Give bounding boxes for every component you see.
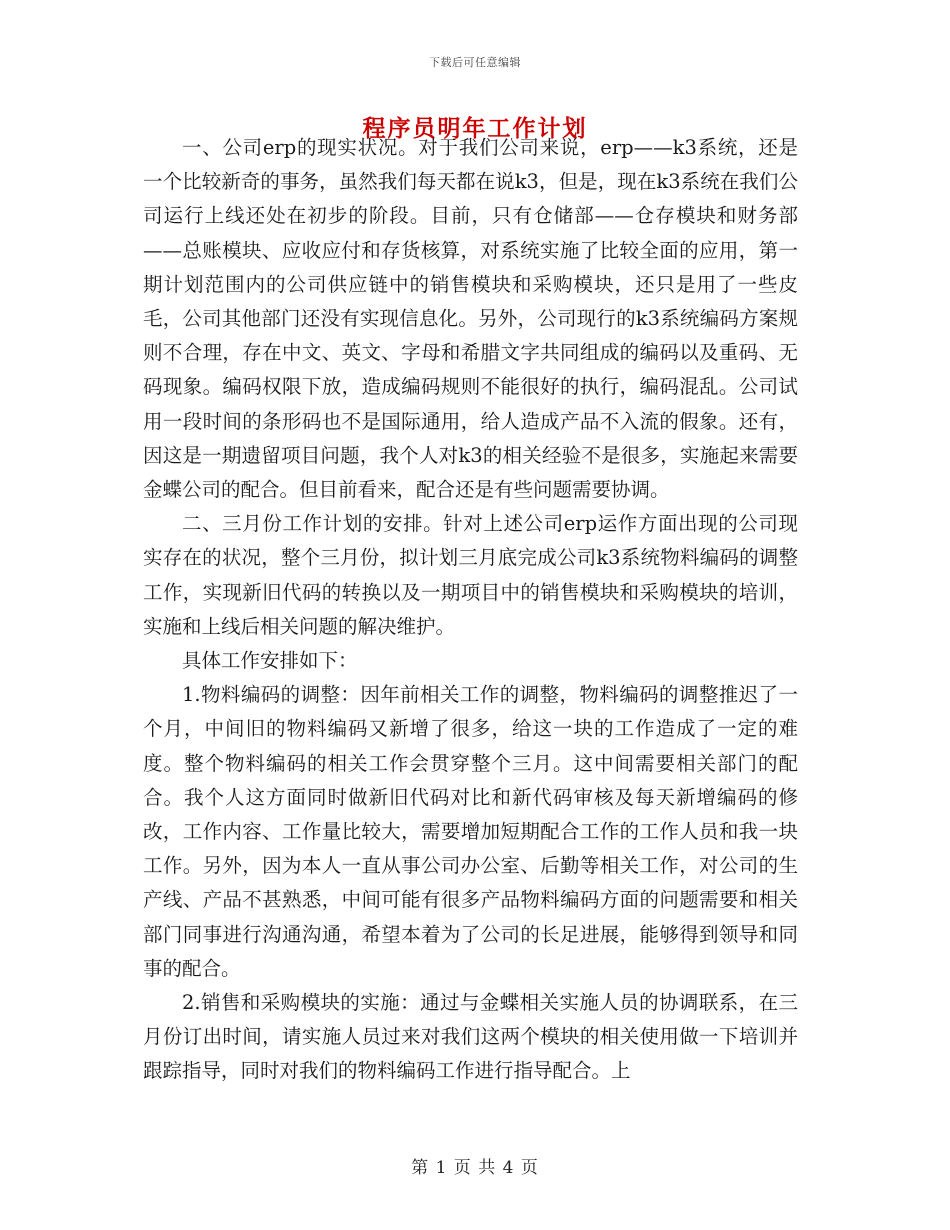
paragraph-sales-purchase: 2.销售和采购模块的实施：通过与金蝶相关实施人员的协调联系，在三月份订出时间，请实施人员过来对我们这两个模块的相关使用做一下培训并跟踪指导，同时对我们的物料编码工作进行指导配合。上 — [143, 991, 798, 1083]
page-number-footer: 第 1 页 共 4 页 — [411, 1158, 539, 1178]
paragraph-material-coding: 1.物料编码的调整：因年前相关工作的调整，物料编码的调整推迟了一个月，中间旧的物料编码又新增了很多，给这一块的工作造成了一定的难度。整个物料编码的相关工作会贯穿整个三月。这中间需要相关部门的配合。我个人这方面同时做新旧代码对比和新代码审核及每天新增编码的修改，工作内容、工作量比较大，需要增加短期配合工作的工作人员和我一块工作。另外，因为本人一直从事公司办公室、后勤等相关工作，对公司的生产线、产品不甚熟悉，中间可能有很多产品物料编码方面的问题需要和相关部门同事进行沟通沟通，希望本着为了公司的长足进展，能够得到领导和同事的配合。 — [143, 683, 798, 980]
paragraph-arrangement-intro: 具体工作安排如下： — [182, 649, 358, 673]
document-body — [143, 131, 798, 1089]
paragraph-current-status: 一、公司erp的现实状况。对于我们公司来说，erp——k3系统，还是一个比较新奇的事务，虽然我们每天都在说k3，但是，现在k3系统在我们公司运行上线还处在初步的阶段。目前，只有仓储部——仓存模块和财务部——总账模块、应收应付和存货核算，对系统实施了比较全面的应用，第一期计划范围内的公司供应链中的销售模块和采购模块，还只是用了一些皮毛，公司其他部门还没有实现信息化。另外，公司现行的k3系统编码方案规则不合理，存在中文、英文、字母和希腊文字共同组成的编码以及重码、无码现象。编码权限下放，造成编码规则不能很好的执行，编码混乱。公司试用一段时间的条形码也不是国际通用，给人造成产品不入流的假象。还有，因这是一期遗留项目问题，我个人对k3的相关经验不是很多，实施起来需要金蝶公司的配合。但目前看来，配合还是有些问题需要协调。 — [143, 136, 798, 502]
paragraph-march-plan: 二、三月份工作计划的安排。针对上述公司erp运作方面出现的公司现实存在的状况，整个三月份，拟计划三月底完成公司k3系统物料编码的调整工作，实现新旧代码的转换以及一期项目中的销售模块和采购模块的培训，实施和上线后相关问题的解决维护。 — [143, 512, 798, 638]
document-title: 程序员明年工作计划 — [362, 116, 588, 142]
page-header-note: 下载后可任意编辑 — [429, 56, 521, 69]
